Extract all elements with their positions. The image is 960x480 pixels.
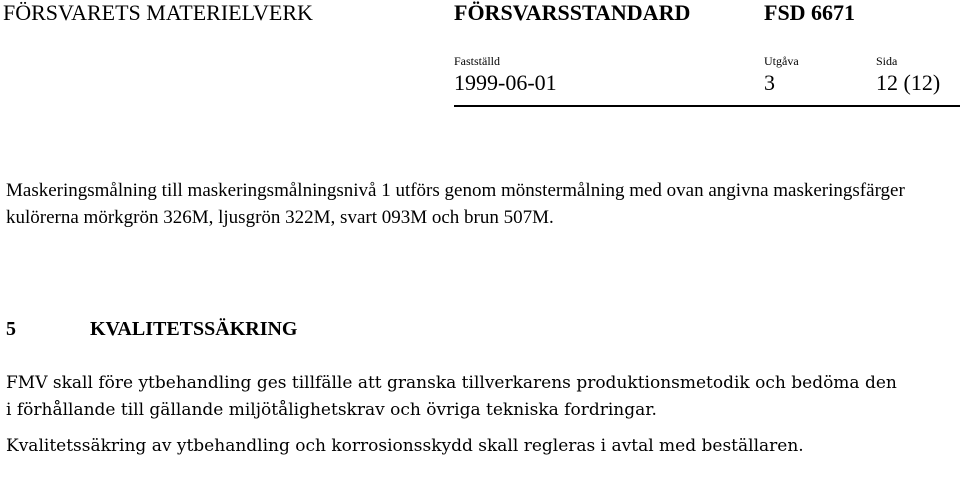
page-label: Sida xyxy=(876,54,898,68)
section-number: 5 xyxy=(6,318,16,340)
section-title: KVALITETSSÄKRING xyxy=(90,318,298,340)
header-rule xyxy=(454,105,960,107)
established-label: Fastställd xyxy=(454,54,501,68)
organization-name: FÖRSVARETS MATERIELVERK xyxy=(3,0,313,25)
document-type: FÖRSVARSSTANDARD xyxy=(454,0,691,25)
edition-number: 3 xyxy=(764,70,775,95)
edition-label: Utgåva xyxy=(764,54,799,68)
paragraph-inspection: FMV skall före ytbehandling ges tillfälle att granska tillverkarens produktionsmetodik och bedöma den i förhållande till gällande miljötålighetskrav och övriga tekniska fordringar. xyxy=(6,373,897,420)
paragraph-quality-assurance: Kvalitetssäkring av ytbehandling och korrosionsskydd skall regleras i avtal med beställaren. xyxy=(6,436,804,456)
paragraph-camouflage: Maskeringsmålning till maskeringsmålningsnivå 1 utförs genom mönstermålning med ovan angivna maskeringsfärger kulörerna mörkgrön 326M, ljusgrön 322M, svart 093M och brun 507M. xyxy=(6,180,905,228)
page-number: 12 (12) xyxy=(876,70,941,95)
standard-number: FSD 6671 xyxy=(764,0,856,25)
established-date: 1999-06-01 xyxy=(454,70,557,95)
